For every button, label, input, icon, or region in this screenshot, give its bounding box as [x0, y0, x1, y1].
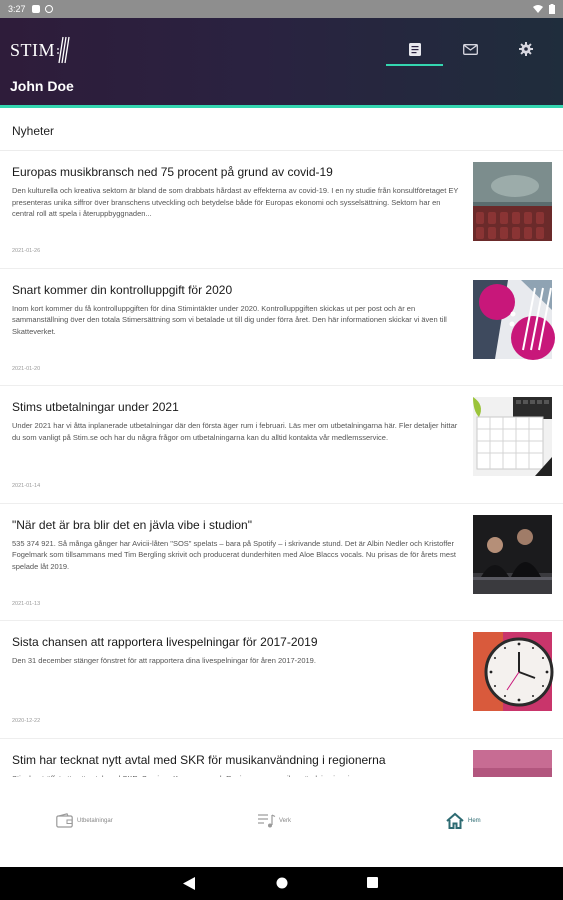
news-title: "När det är bra blir det en jävla vibe i studion" [12, 517, 252, 532]
battery-icon [549, 4, 555, 14]
news-title: Europas musikbransch ned 75 procent på grund av covid-19 [12, 165, 333, 179]
user-name: John Doe [10, 78, 74, 94]
home-icon [446, 813, 464, 829]
news-tab[interactable] [403, 41, 427, 57]
bottom-nav [0, 777, 563, 867]
nav-home[interactable] [446, 813, 481, 829]
news-list[interactable] [0, 151, 563, 777]
messages-tab[interactable] [458, 41, 482, 57]
logo-mark-icon [57, 37, 69, 63]
system-nav-bar [0, 867, 563, 900]
notification-icon [32, 5, 40, 13]
news-excerpt: Inom kort kommer du få kontrolluppgiften för dina Stimintäkter under 2020. Kontrolluppgiften skickas ut per post och är en sammanställning över den totala Stimersättning som vi betalade ut till dig under förra året. Den här informationen skickar vi även till Skatteverket. [12, 303, 447, 336]
news-thumbnail [473, 632, 552, 711]
back-icon[interactable] [183, 877, 195, 890]
nav-payouts-label: Utbetalningar [77, 817, 113, 824]
news-date: 2020-12-22 [12, 718, 41, 725]
nav-works-label: Verk [279, 817, 292, 824]
nav-payouts[interactable] [56, 813, 113, 828]
news-title: Stims utbetalningar under 2021 [12, 400, 179, 415]
music-list-icon [258, 813, 275, 828]
news-item[interactable] [0, 621, 563, 739]
news-date: 2021-01-20 [12, 365, 41, 372]
news-date: 2021-01-26 [12, 248, 41, 254]
news-thumbnail [473, 515, 552, 594]
section-title: Nyheter [12, 124, 55, 138]
mail-icon [463, 44, 478, 55]
news-thumbnail [473, 162, 552, 241]
news-title: Stim har tecknat nytt avtal med SKR för musikanvändning i regionerna [12, 752, 386, 767]
app-header [0, 18, 563, 108]
home-button-icon[interactable] [276, 877, 288, 889]
stim-logo: STIM [10, 37, 69, 63]
news-title: Sista chansen att rapportera livespelningar för 2017-2019 [12, 635, 318, 650]
news-thumbnail [473, 280, 552, 359]
header-accent-line [0, 105, 563, 108]
recents-icon[interactable] [367, 877, 378, 888]
news-item[interactable] [0, 269, 563, 387]
active-tab-indicator [386, 64, 443, 66]
wallet-icon [56, 813, 73, 828]
wifi-icon [533, 5, 543, 13]
news-excerpt: Den kulturella och kreativa sektorn är bland de som drabbats hårdast av effekterna av covid-19. I en ny studie från konsultföretaget EY presenteras unika siffror över branschens utveckling och betydelse både för Europas ekonomi och sysselsättning. Sektorn har en central roll att spela i återuppbyggnaden... [12, 186, 459, 218]
news-item[interactable] [0, 151, 563, 269]
news-excerpt: Den 31 december stänger fönstret för att rapportera dina livespelningar för åren 2017-2019. [12, 656, 316, 666]
news-thumbnail [473, 397, 552, 476]
status-time: 3:27 [8, 4, 26, 14]
news-title: Snart kommer din kontrolluppgift för 2020 [12, 282, 233, 297]
news-icon [409, 43, 421, 56]
nav-works[interactable] [258, 813, 291, 828]
settings-tab[interactable] [514, 41, 538, 57]
news-item[interactable] [0, 504, 563, 622]
news-date: 2021-01-14 [12, 483, 41, 490]
status-bar [0, 0, 563, 18]
news-date: 2021-01-13 [12, 600, 41, 607]
news-item[interactable] [0, 386, 563, 504]
news-excerpt: 535 374 921. Så många gånger har Avicii-låten "SOS" spelats – bara på Spotify – i skrivande stund. Det är Albin Nedler och Kristoffer Fogelmark som tillsammans med Tim Bergling skrivit och producerat dunderhiten med Aloe Blaccs vocals. Nu prisas de för årets mest spelade låt 2019. [12, 538, 456, 571]
nav-home-label: Hem [468, 818, 481, 824]
vpn-icon [45, 5, 53, 13]
news-excerpt: Under 2021 har vi åtta inplanerade utbetalningar där den första äger rum i februari. Läs mer om utbetalningarna här. Fler detaljer hittar du som vanligt på Stim.se och har du några frågor om utbetalningarna kan du alltid kontakta vår medlemsservice. [12, 421, 458, 442]
gear-icon [519, 42, 533, 56]
